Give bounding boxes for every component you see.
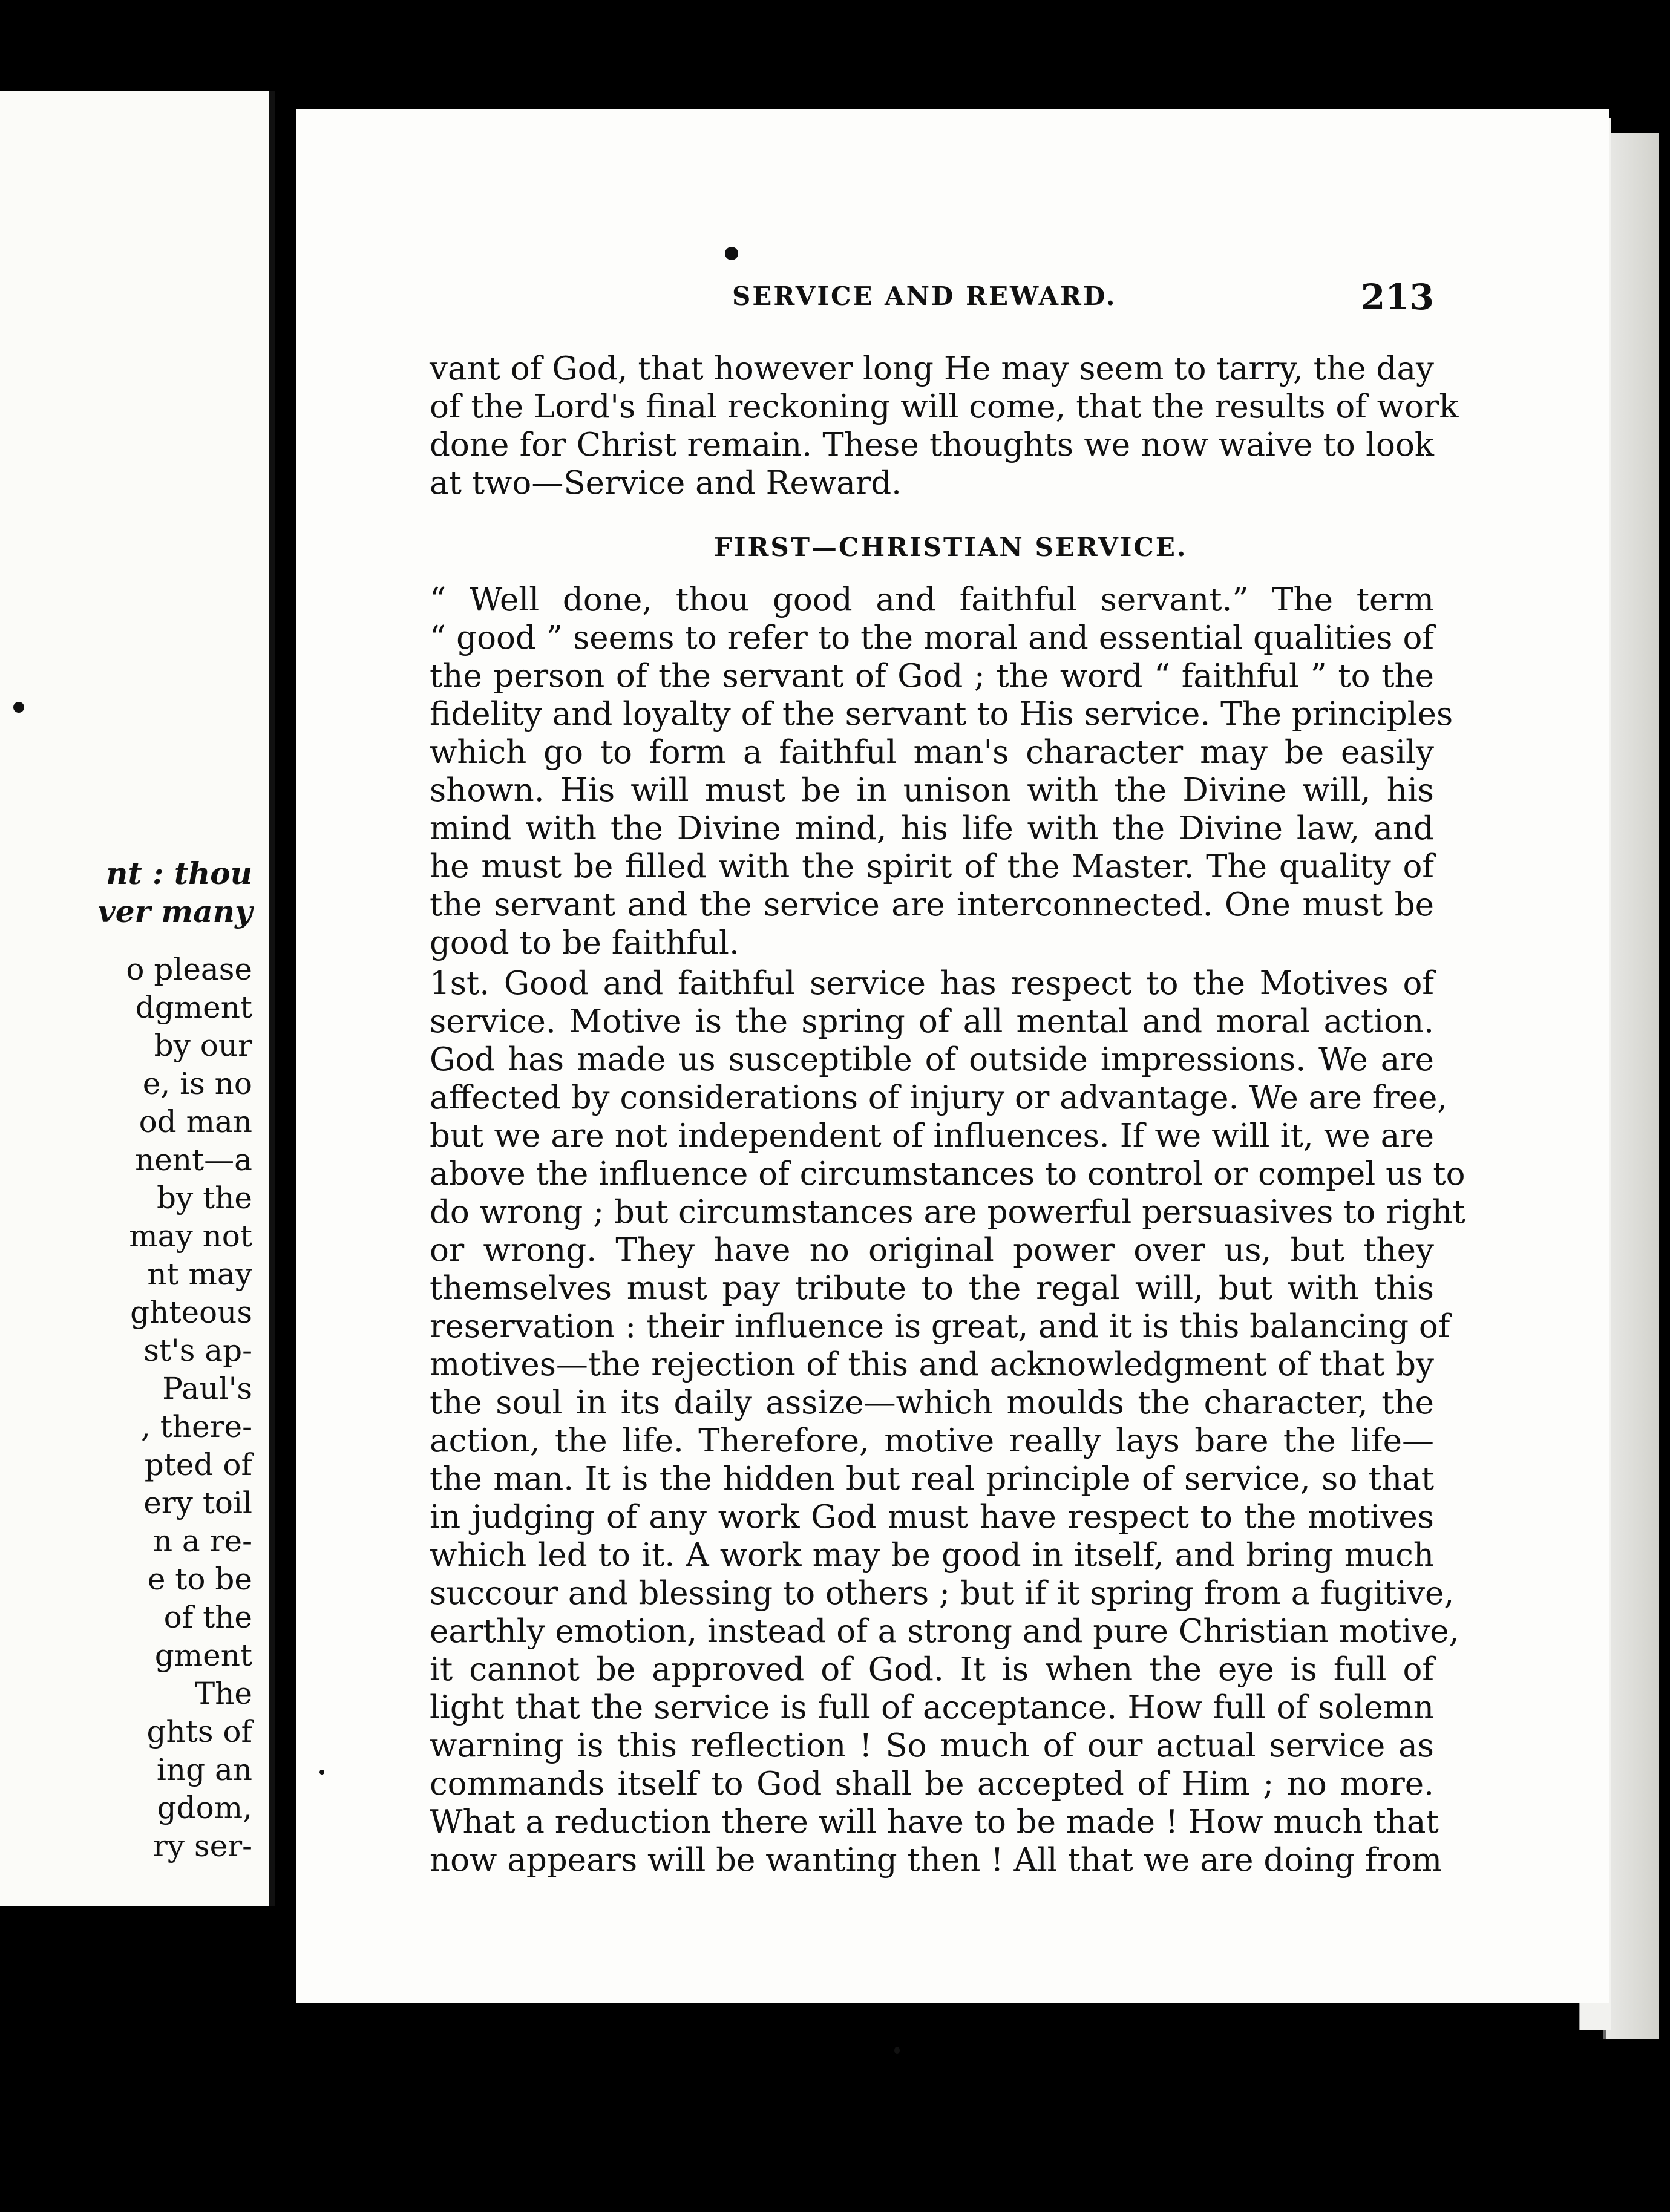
page-header	[430, 276, 1434, 324]
left-fragment-line: , there-	[140, 1409, 252, 1444]
page-edge	[1603, 133, 1659, 2039]
ink-speck	[894, 2047, 900, 2054]
text-line: “ Well done, thou good and faithful servant.” The term	[430, 581, 1434, 618]
left-fragment-line: gment	[154, 1638, 252, 1673]
running-head: SERVICE AND REWARD.	[732, 281, 1117, 311]
section-heading: FIRST—CHRISTIAN SERVICE.	[714, 532, 1188, 562]
text-line: the servant and the service are interconnected. One must be	[430, 886, 1434, 923]
text-line: done for Christ remain. These thoughts we now waive to look	[430, 427, 1434, 463]
left-fragment-line: e to be	[147, 1562, 252, 1597]
ink-speck	[725, 247, 738, 260]
text-line: action, the life. Therefore, motive really lays bare the life—	[430, 1422, 1434, 1459]
left-fragment-line: nt may	[147, 1257, 252, 1292]
text-line: which led to it. A work may be good in itself, and bring much	[430, 1537, 1434, 1574]
paragraph-3	[430, 964, 1465, 1879]
text-line: but we are not independent of influences. If we will it, we are	[430, 1117, 1434, 1154]
left-fragment-line: n a re-	[152, 1523, 252, 1559]
left-fragment-line: of the	[163, 1600, 252, 1635]
left-fragment-line: may not	[129, 1219, 252, 1254]
left-fragment-line: ghteous	[130, 1295, 252, 1330]
text-line: fidelity and loyalty of the servant to His service. The principles	[430, 696, 1453, 733]
text-line: do wrong ; but circumstances are powerful persuasives to right	[430, 1194, 1465, 1231]
text-line: motives—the rejection of this and acknowledgment of that by	[430, 1346, 1434, 1383]
left-fragment-line: o please	[126, 952, 252, 987]
text-line: themselves must pay tribute to the regal will, but with this	[430, 1270, 1434, 1307]
text-line: above the influence of circumstances to control or compel us to	[430, 1156, 1465, 1193]
left-fragment-line: gdom,	[157, 1790, 252, 1825]
text-line: reservation : their influence is great, and it is this balancing of	[430, 1308, 1450, 1345]
left-fragment-line: pted of	[144, 1447, 252, 1482]
left-fragment-line: ghts of	[146, 1714, 252, 1749]
left-fragment-line: Paul's	[162, 1371, 252, 1406]
text-line: shown. His will must be in unison with the Divine will, his	[430, 772, 1434, 809]
left-fragment-line: e, is no	[142, 1066, 252, 1101]
left-fragment-line: ry ser-	[152, 1828, 252, 1864]
text-line: he must be filled with the spirit of the Master. The quality of	[430, 848, 1434, 885]
text-line: now appears will be wanting then ! All that we are doing from	[430, 1842, 1442, 1879]
left-fragment-line: dgment	[135, 990, 252, 1025]
text-line: of the Lord's final reckoning will come, that the results of work	[430, 388, 1459, 425]
paragraph-1	[430, 350, 1459, 502]
text-line: service. Motive is the spring of all mental and moral action.	[430, 1003, 1434, 1040]
text-line: affected by considerations of injury or advantage. We are free,	[430, 1079, 1448, 1116]
text-line: the man. It is the hidden but real principle of service, so that	[430, 1461, 1434, 1497]
text-line: commands itself to God shall be accepted of Him ; no more.	[430, 1765, 1434, 1802]
left-fragment-line: by the	[156, 1180, 252, 1216]
text-line: vant of God, that however long He may seem to tarry, the day	[430, 350, 1434, 387]
left-fragment-line: ver many	[97, 894, 252, 929]
left-fragment-line: nent—a	[135, 1142, 252, 1177]
text-line: good to be faithful.	[430, 924, 739, 961]
text-line: or wrong. They have no original power over us, but they	[430, 1232, 1434, 1269]
ink-speck	[319, 1770, 324, 1775]
text-line: warning is this reflection ! So much of our actual service as	[430, 1727, 1434, 1764]
text-line: at two—Service and Reward.	[430, 465, 902, 502]
page-number: 213	[1360, 276, 1434, 318]
text-line: light that the service is full of acceptance. How full of solemn	[430, 1689, 1434, 1726]
text-line: in judging of any work God must have respect to the motives	[430, 1499, 1434, 1536]
text-line: What a reduction there will have to be made ! How much that	[430, 1804, 1439, 1841]
text-line: the person of the servant of God ; the word “ faithful ” to the	[430, 658, 1434, 695]
text-line: God has made us susceptible of outside impressions. We are	[430, 1041, 1434, 1078]
left-fragment-line: by our	[154, 1028, 252, 1063]
bullet-dot	[13, 702, 24, 713]
left-fragment-line: ing an	[156, 1752, 252, 1787]
text-line: “ good ” seems to refer to the moral and essential qualities of	[430, 620, 1434, 656]
left-fragment-line: The	[194, 1676, 252, 1711]
text-line: it cannot be approved of God. It is when the eye is full of	[430, 1651, 1434, 1688]
left-fragment-line: st's ap-	[143, 1333, 252, 1368]
left-fragment-line: ery toil	[143, 1485, 252, 1520]
left-fragment-line: nt : thou	[106, 856, 252, 891]
text-line: succour and blessing to others ; but if it spring from a fugitive,	[430, 1575, 1455, 1612]
left-fragment-line: od man	[139, 1104, 252, 1139]
text-line: 1st. Good and faithful service has respect to the Motives of	[430, 965, 1434, 1002]
text-line: mind with the Divine mind, his life with the Divine law, and	[430, 810, 1434, 847]
text-line: earthly emotion, instead of a strong and pure Christian motive,	[430, 1613, 1459, 1650]
text-line: the soul in its daily assize—which moulds the character, the	[430, 1384, 1434, 1421]
paragraph-2	[430, 581, 1453, 962]
left-page-fragment	[0, 91, 275, 1906]
text-line: which go to form a faithful man's character may be easily	[430, 734, 1434, 771]
